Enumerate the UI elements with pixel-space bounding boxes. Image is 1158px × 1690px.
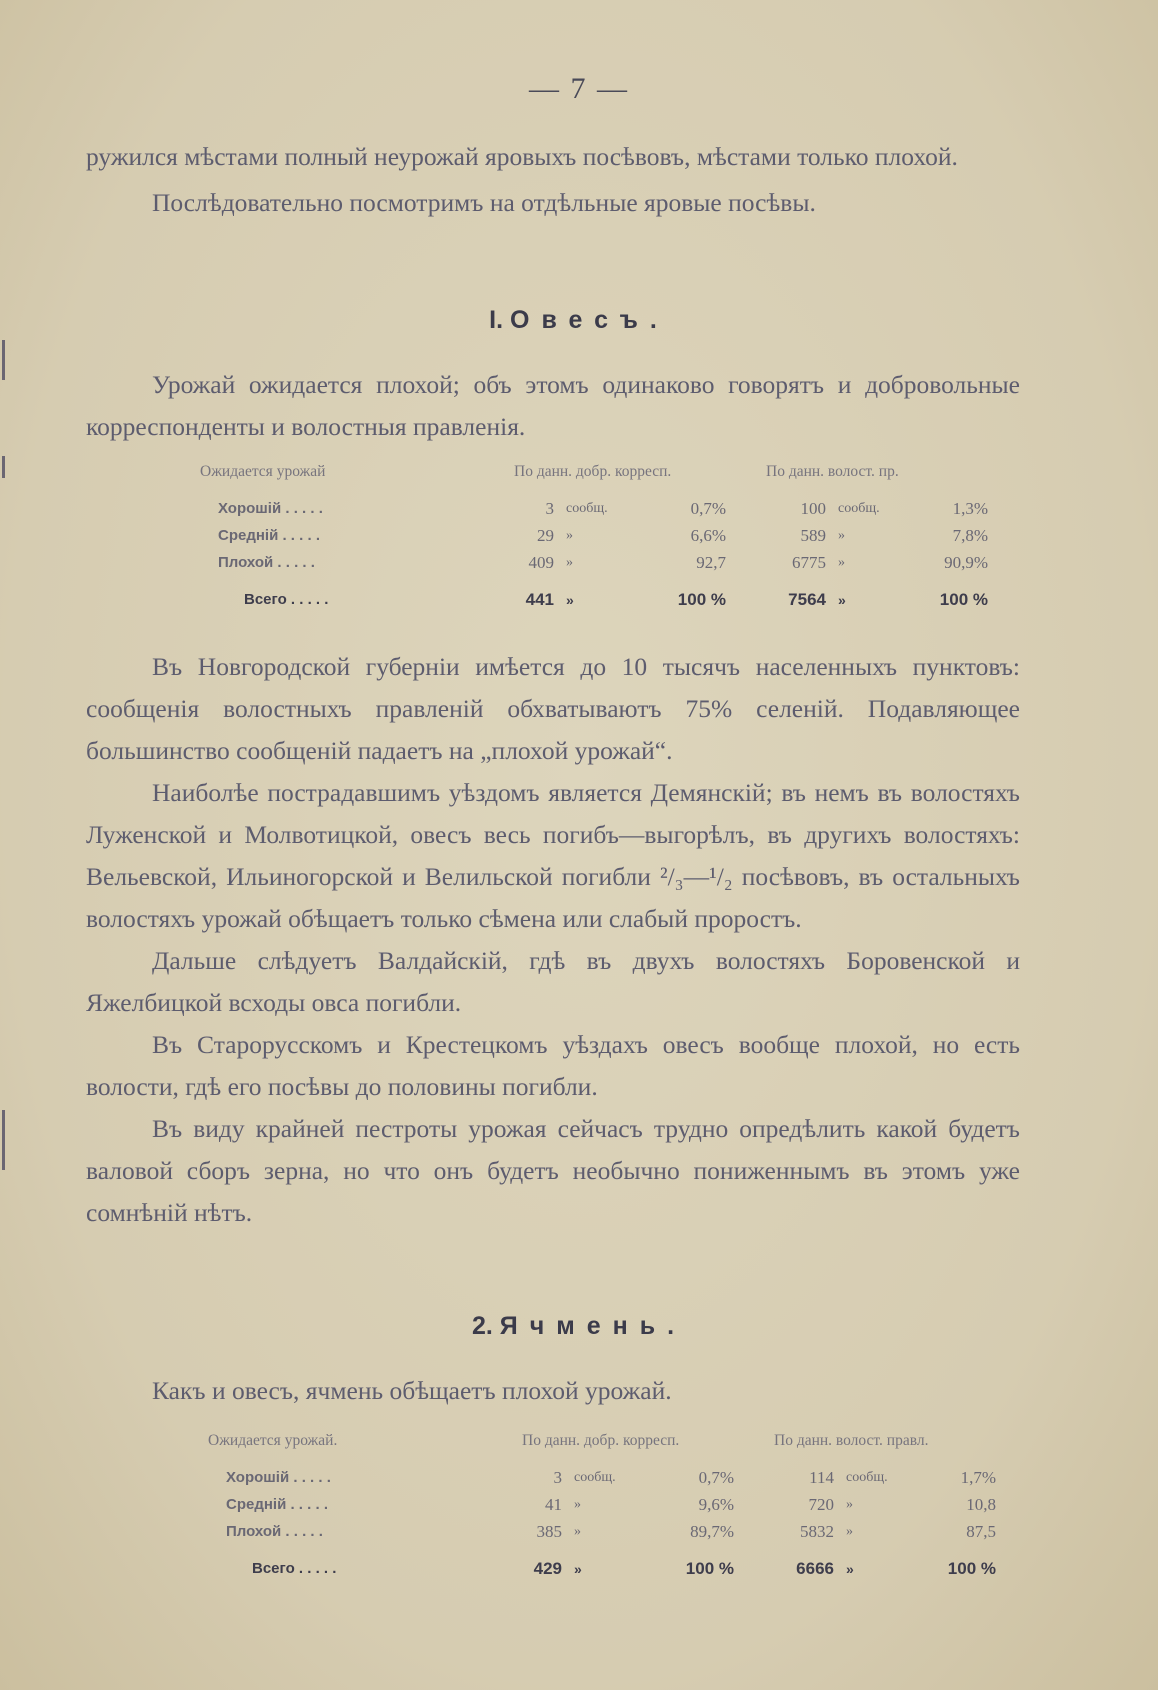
cell: 100 % [939,589,988,609]
cell: 1,3% [952,498,988,518]
table-total-row [208,1545,996,1582]
cell: 429 [533,1558,562,1578]
cell: 9,6% [698,1494,734,1514]
cell: 441 [525,589,554,609]
cell: 7,8% [952,525,988,545]
cell: 114 [809,1467,834,1487]
cell: » [566,554,573,570]
cell: » [574,1496,581,1512]
paragraph: Урожай ожидается плохой; объ этомъ одинаково говорятъ и добровольные корреспонденты и волостныя правленія. [86,370,1020,441]
paragraph: Наиболѣе пострадавшимъ уѣздомъ является Демянскій; въ немъ въ волостяхъ Луженской и Молвотицкой, овесъ весь погибъ—выгорѣлъ, въ другихъ волостяхъ: Вельевской, Ильиногорской и Велильской погибли ²/₃—¹/₂ посѣвовъ, въ остальныхъ волостяхъ урожай обѣщаетъ только сѣмена или слабый проростъ. [86,778,1020,933]
page-number: — 7 — [529,72,629,105]
cell: 3 [545,498,554,518]
cell: 409 [528,552,554,572]
margin-mark [2,1110,5,1170]
table-row [200,522,988,549]
row-label: Всего . . . . . [252,1560,337,1577]
section-number: I. [489,306,504,334]
section-title: Ячмень. [499,1312,687,1340]
cell: 1,7% [960,1467,996,1487]
row-label: Средній . . . . . [218,527,320,544]
cell: 589 [800,525,826,545]
cell: 29 [537,525,554,545]
cell: » [574,1560,582,1577]
table-total-row [200,576,988,613]
row-label: Хорошій . . . . . [226,1469,331,1486]
paragraph: Дальше слѣдуетъ Валдайскій, гдѣ въ двухъ волостяхъ Боровенской и Яжелбицкой всходы овса погибли. [86,946,1020,1017]
table-row [200,549,988,576]
row-label: Всего . . . . . [244,591,329,608]
table-row [208,1464,996,1491]
column-header: Ожидается урожай [200,463,326,480]
cell: 6666 [796,1558,834,1578]
cell: 3 [553,1467,562,1487]
cell: » [846,1523,853,1539]
paragraph: ружился мѣстами полный неурожай яровыхъ посѣвовъ, мѣстами только плохой. [86,142,958,171]
cell: 100 % [685,1558,734,1578]
oats-body [86,646,1020,1234]
cell: 100 % [677,589,726,609]
column-header: Ожидается урожай. [208,1432,338,1449]
section-number: 2. [471,1312,493,1340]
table-row [208,1491,996,1518]
table-row [200,495,988,522]
cell: 92,7 [696,552,726,572]
cell: 89,7% [690,1521,734,1541]
row-label: Плохой . . . . . [226,1523,323,1540]
cell: 6,6% [690,525,726,545]
cell: сообщ. [846,1469,888,1485]
paragraph: Послѣдовательно посмотримъ на отдѣльные яровые посѣвы. [152,188,816,217]
cell: 385 [536,1521,562,1541]
margin-mark [2,340,5,380]
cell: 7564 [788,589,826,609]
cell: » [566,591,574,608]
cell: 720 [808,1494,834,1514]
section-heading-oats [0,306,1158,335]
cell: » [846,1560,854,1577]
cell: 100 [800,498,826,518]
paragraph: Въ виду крайней пестроты урожая сейчасъ трудно опредѣлить какой будетъ валовой сборъ зерна, но что онъ будетъ необычно пониженнымъ въ этомъ уже сомнѣній нѣтъ. [86,1114,1020,1227]
oats-table [200,463,988,613]
cell: » [838,527,845,543]
cell: 100 % [947,1558,996,1578]
cell: » [838,554,845,570]
section-title: Овесъ. [510,306,669,334]
barley-lead [86,1370,1020,1412]
table-row [208,1518,996,1545]
cell: 5832 [800,1521,834,1541]
cell: 90,9% [944,552,988,572]
cell: 87,5 [966,1521,996,1541]
cell: » [846,1496,853,1512]
row-label: Средній . . . . . [226,1496,328,1513]
cell: 41 [545,1494,562,1514]
cell: 6775 [792,552,826,572]
section-heading-barley [0,1312,1158,1341]
paragraph: Какъ и овесъ, ячмень обѣщаетъ плохой урожай. [152,1376,672,1405]
cell: сообщ. [574,1469,616,1485]
oats-lead [86,364,1020,448]
margin-mark [2,456,5,478]
column-header: По данн. добр. корресп. [522,1432,680,1449]
paragraph: Въ Старорусскомъ и Крестецкомъ уѣздахъ овесъ вообще плохой, но есть волости, гдѣ его посѣвы до половины погибли. [86,1030,1020,1101]
column-header: По данн. волост. правл. [774,1432,929,1449]
row-label: Хорошій . . . . . [218,500,323,517]
row-label: Плохой . . . . . [218,554,315,571]
intro-text [86,136,1020,224]
cell: » [566,527,573,543]
cell: » [574,1523,581,1539]
cell: сообщ. [838,500,880,516]
cell: » [838,591,846,608]
barley-table [208,1432,996,1582]
cell: сообщ. [566,500,608,516]
column-header: По данн. добр. корресп. [514,463,672,480]
cell: 10,8 [966,1494,996,1514]
cell: 0,7% [698,1467,734,1487]
column-header: По данн. волост. пр. [766,463,899,480]
cell: 0,7% [690,498,726,518]
paragraph: Въ Новгородской губерніи имѣется до 10 тысячъ населенныхъ пунктовъ: сообщенія волостныхъ правленій обхватываютъ 75% селеній. Подавляющее большинство сообщеній падаетъ на „плохой урожай“. [86,652,1020,765]
